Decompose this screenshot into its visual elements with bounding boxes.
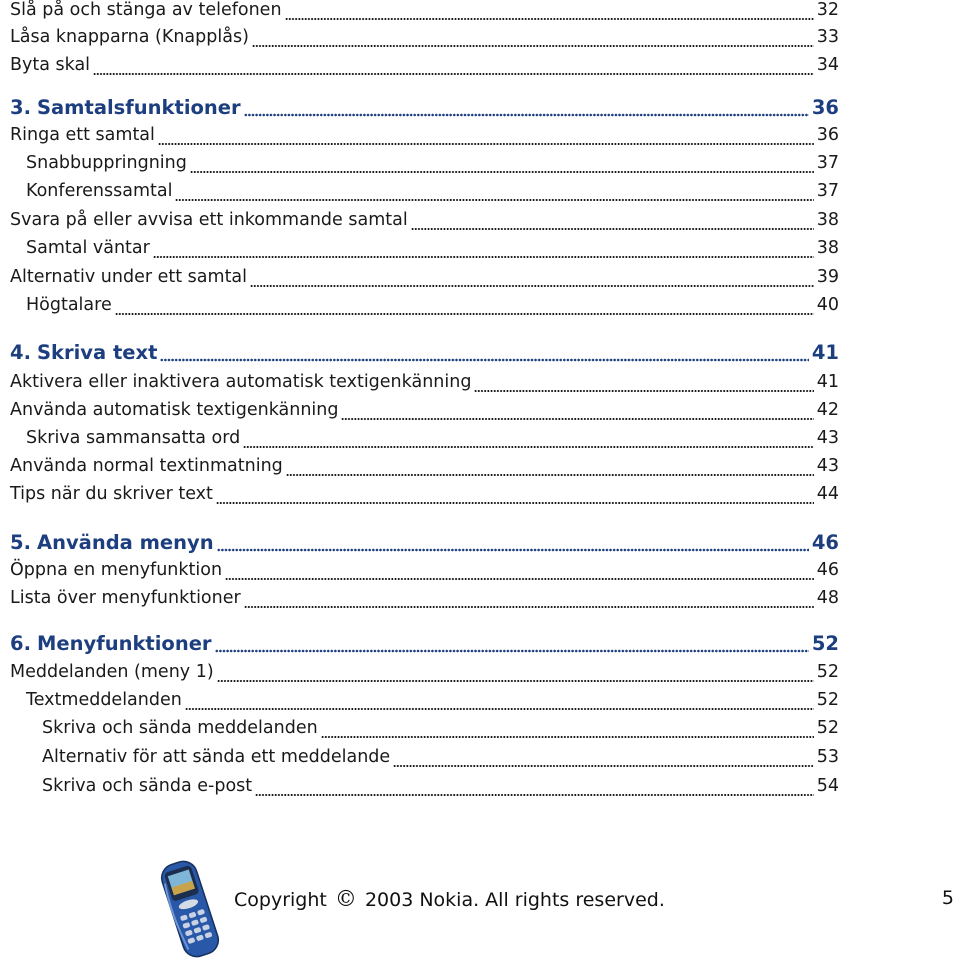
toc-page-number: 37	[816, 153, 839, 173]
toc-entry[interactable]	[10, 0, 839, 27]
toc-entry-title: Använda automatisk textigenkänning	[10, 400, 339, 420]
toc-page-number: 41	[811, 341, 839, 364]
toc-page-number: 48	[816, 588, 839, 608]
dot-leader	[115, 312, 814, 316]
toc-page-number: 33	[816, 27, 839, 47]
copyright-prefix: Copyright	[234, 889, 327, 911]
toc-entry-title: Textmeddelanden	[26, 690, 182, 710]
toc-page-number: 32	[816, 0, 839, 20]
toc-page-number: 42	[816, 400, 839, 420]
toc-entry[interactable]	[10, 560, 839, 587]
toc-section-heading[interactable]	[10, 341, 839, 368]
nokia-phone-icon	[150, 857, 230, 961]
dot-leader	[217, 679, 814, 683]
dot-leader	[286, 473, 814, 477]
section-title: Samtalsfunktioner	[36, 96, 241, 119]
copyright-suffix: 2003 Nokia. All rights reserved.	[364, 889, 665, 911]
dot-leader	[215, 649, 809, 653]
toc-section-heading[interactable]	[10, 531, 839, 558]
toc-page-number: 44	[816, 484, 839, 504]
toc-entry-title: Använda normal textinmatning	[10, 456, 283, 476]
section-number: 5.	[10, 531, 31, 554]
toc-entry[interactable]	[10, 181, 839, 208]
dot-leader	[243, 445, 813, 449]
toc-entry[interactable]	[10, 718, 839, 745]
toc-entry[interactable]	[10, 588, 839, 615]
toc-entry-title: Slå på och stänga av telefonen	[10, 0, 282, 20]
toc-section-heading[interactable]	[10, 632, 839, 659]
toc-entry[interactable]	[10, 400, 839, 427]
toc-page-number: 38	[816, 238, 839, 258]
section-number: 3.	[10, 96, 31, 119]
dot-leader	[93, 72, 814, 76]
toc-page-number: 37	[816, 181, 839, 201]
dot-leader	[190, 170, 814, 174]
toc-page-number: 41	[816, 372, 839, 392]
page-footer	[0, 845, 960, 954]
toc-entry-title: Skriva sammansatta ord	[26, 428, 241, 448]
section-title: Använda menyn	[36, 531, 214, 554]
toc-section-heading[interactable]	[10, 96, 839, 123]
toc-page-number: 52	[816, 690, 839, 710]
toc-page-number: 46	[816, 560, 839, 580]
toc-page-number: 52	[816, 662, 839, 682]
toc-entry[interactable]	[10, 428, 839, 455]
section-number: 6.	[10, 632, 31, 655]
toc-entry[interactable]	[10, 690, 839, 717]
dot-leader	[244, 605, 814, 609]
toc-entry[interactable]	[10, 484, 839, 511]
toc-entry-title: Högtalare	[26, 295, 112, 315]
toc-page-number: 43	[816, 456, 839, 476]
dot-leader	[411, 227, 814, 231]
toc-entry-title: Meddelanden (meny 1)	[10, 662, 214, 682]
dot-leader	[393, 764, 814, 768]
toc-entry[interactable]	[10, 456, 839, 483]
toc-entry[interactable]	[10, 267, 839, 294]
toc-entry-title: Snabbuppringning	[26, 153, 187, 173]
toc-entry[interactable]	[10, 295, 839, 322]
toc-entry-title: Samtal väntar	[26, 238, 150, 258]
toc-entry-title: Konferenssamtal	[26, 181, 173, 201]
toc-entry-title: Lista över menyfunktioner	[10, 588, 241, 608]
toc-heading-text	[10, 96, 241, 119]
toc-page-number: 36	[816, 125, 839, 145]
toc-heading-text	[10, 531, 214, 554]
section-number: 4.	[10, 341, 31, 364]
dot-leader	[153, 255, 814, 259]
section-title: Skriva text	[36, 341, 158, 364]
toc-entry[interactable]	[10, 662, 839, 689]
toc-entry-title: Alternativ under ett samtal	[10, 267, 248, 287]
toc-entry-title: Öppna en menyfunktion	[10, 560, 223, 580]
toc-entry[interactable]	[10, 238, 839, 265]
toc-entry-title: Svara på eller avvisa ett inkommande samtal	[10, 210, 408, 230]
copyright-symbol: ©	[334, 887, 357, 912]
toc-entry-title: Alternativ för att sända ett meddelande	[42, 747, 391, 767]
toc-heading-text	[10, 341, 157, 364]
dot-leader	[160, 358, 808, 362]
dot-leader	[225, 577, 814, 581]
toc-page-number: 46	[811, 531, 839, 554]
section-title: Menyfunktioner	[36, 632, 212, 655]
copyright-notice	[234, 887, 665, 912]
toc-entry-title: Aktivera eller inaktivera automatisk textigenkänning	[10, 372, 472, 392]
dot-leader	[474, 389, 813, 393]
dot-leader	[252, 44, 814, 48]
dot-leader	[217, 548, 809, 552]
toc-page-number: 54	[816, 776, 839, 796]
toc-page-number: 53	[816, 747, 839, 767]
dot-leader	[255, 793, 814, 797]
toc-page-number: 52	[811, 632, 839, 655]
dot-leader	[175, 198, 813, 202]
dot-leader	[158, 142, 814, 146]
toc-page-number: 40	[816, 295, 839, 315]
toc-entry[interactable]	[10, 125, 839, 152]
toc-heading-text	[10, 632, 212, 655]
dot-leader	[321, 735, 814, 739]
dot-leader	[244, 113, 809, 117]
toc-entry-title: Låsa knapparna (Knapplås)	[10, 27, 249, 47]
toc-page-number: 52	[816, 718, 839, 738]
dot-leader	[341, 417, 813, 421]
toc-entry-title: Skriva och sända meddelanden	[42, 718, 318, 738]
toc-entry-title: Byta skal	[10, 55, 91, 75]
toc-entry[interactable]	[10, 372, 839, 399]
toc-page-number: 38	[816, 210, 839, 230]
toc-page-number: 34	[816, 55, 839, 75]
toc-page-number: 43	[816, 428, 839, 448]
toc-entry[interactable]	[10, 55, 839, 82]
toc-page-number: 39	[816, 267, 839, 287]
dot-leader	[250, 284, 814, 288]
toc-entry[interactable]	[10, 153, 839, 180]
toc-page-number: 36	[811, 96, 839, 119]
dot-leader	[216, 501, 814, 505]
toc-entry[interactable]	[10, 747, 839, 774]
toc-entry[interactable]	[10, 210, 839, 237]
dot-leader	[285, 17, 814, 21]
dot-leader	[185, 707, 814, 711]
toc-entry[interactable]	[10, 776, 839, 803]
toc-entry-title: Skriva och sända e-post	[42, 776, 253, 796]
toc-entry-title: Tips när du skriver text	[10, 484, 213, 504]
page-number: 5	[941, 887, 954, 909]
toc-entry-title: Ringa ett samtal	[10, 125, 155, 145]
toc-entry[interactable]	[10, 27, 839, 54]
